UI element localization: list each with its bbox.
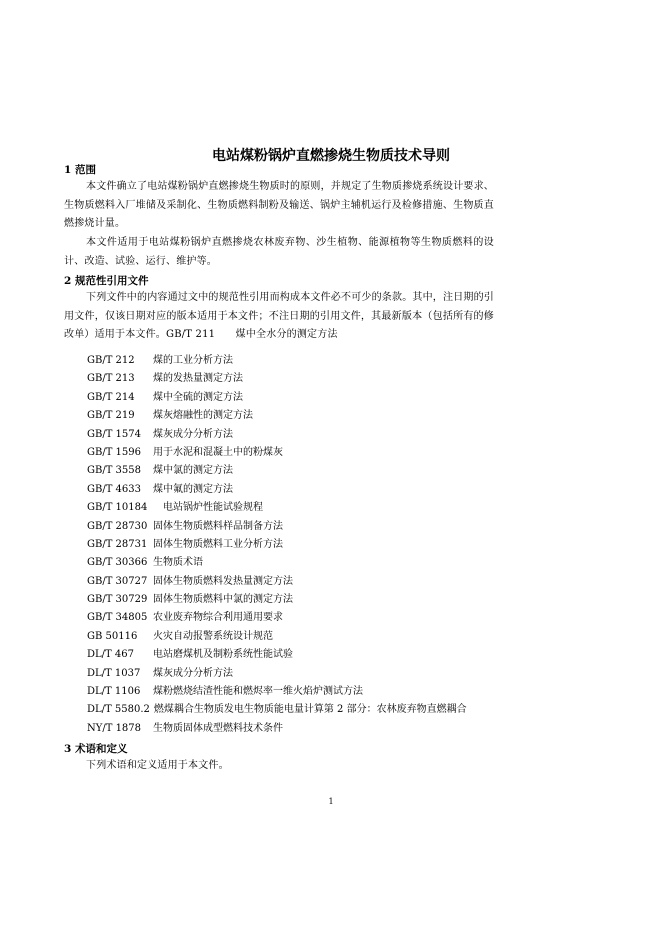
section-2-paragraph-1: 下列文件中的内容通过文中的规范性引用而构成本文件必不可少的条款。其中，注日期的引用文件，仅该日期对应的版本适用于本文件；不注日期的引用文件，其最新版本（包括所有的修改单）适用于本文件。GB/T 211 煤中全水分的测定方法 [64,292,494,340]
reference-code: GB/T 10184 [87,502,148,514]
section-2-heading: 2 规范性引用文件 [64,275,149,287]
reference-item [87,720,467,738]
reference-item [87,701,467,719]
reference-name: 电站锅炉性能试验规程 [163,502,263,514]
reference-name: 煤的工业分析方法 [153,355,233,366]
reference-name: 煤的发热量测定方法 [153,373,243,385]
reference-code: DL/T 467 [87,649,134,661]
reference-code: GB/T 30729 [87,594,148,606]
reference-code: GB/T 1596 [87,446,142,458]
reference-code: GB/T 34805 [87,612,148,624]
reference-item [87,444,467,462]
reference-item [87,370,467,388]
reference-item [87,628,467,646]
reference-code: DL/T 5580.2 [87,704,150,716]
reference-name: 煤灰成分分析方法 [153,428,233,440]
page-number: 1 [328,797,334,806]
reference-name: 煤中氯的测定方法 [153,465,233,477]
reference-name: 火灾自动报警系统设计规范 [153,630,273,642]
reference-name: 生物质术语 [153,557,203,569]
reference-name: 固体生物质燃料样品制备方法 [153,520,283,532]
reference-code: GB/T 219 [87,410,135,422]
reference-code: GB/T 212 [87,355,135,366]
reference-item [87,499,467,517]
reference-name: 农业废弃物综合利用通用要求 [153,612,283,624]
reference-code: GB/T 3558 [87,465,142,477]
section-3-paragraph-1: 下列术语和定义适用于本文件。 [86,760,229,771]
reference-code: GB/T 4633 [87,483,142,495]
reference-name: 固体生物质燃料中氯的测定方法 [153,594,293,606]
section-1-paragraph-1: 本文件确立了电站煤粉锅炉直燃掺烧生物质时的原则，并规定了生物质掺烧系统设计要求、生物质燃料入厂堆储及采制化、生物质燃料制粉及输送、锅炉主辅机运行及检修措施、生物质直燃掺烧计量。 [64,181,494,229]
reference-name: 煤灰熔融性的测定方法 [153,410,253,422]
section-3-heading: 3 术语和定义 [64,743,128,755]
reference-item [87,518,467,536]
reference-code: DL/T 1106 [87,686,141,698]
reference-item [87,646,467,664]
reference-item [87,481,467,499]
reference-code: GB/T 28730 [87,520,148,532]
reference-code: DL/T 1037 [87,667,141,679]
document-title: 电站煤粉锅炉直燃掺烧生物质技术导则 [212,148,450,164]
reference-item [87,389,467,407]
reference-item [87,536,467,554]
reference-name: 燃煤耦合生物质发电生物质能电量计算第 2 部分：农林废弃物直燃耦合 [153,704,467,716]
reference-item [87,462,467,480]
reference-code: GB/T 1574 [87,428,142,440]
reference-item [87,591,467,609]
reference-item [87,554,467,572]
reference-item [87,352,467,370]
section-1-paragraph-2: 本文件适用于电站煤粉锅炉直燃掺烧农林废弃物、沙生植物、能源植物等生物质燃料的设计、改造、试验、运行、维护等。 [64,237,494,267]
reference-code: GB 50116 [87,630,138,642]
reference-name: 煤中全硫的测定方法 [153,391,243,403]
reference-code: GB/T 28731 [87,538,148,550]
reference-name: 固体生物质燃料工业分析方法 [153,538,283,550]
reference-item [87,407,467,425]
reference-code: GB/T 214 [87,391,135,403]
reference-item [87,426,467,444]
reference-name: 煤中氟的测定方法 [153,483,233,495]
reference-item [87,573,467,591]
reference-code: GB/T 30366 [87,557,148,569]
reference-name: 电站磨煤机及制粉系统性能试验 [153,649,293,661]
reference-code: GB/T 213 [87,373,135,385]
reference-item [87,665,467,683]
reference-name: 煤灰成分分析方法 [153,667,233,679]
reference-name: 生物质固体成型燃料技术条件 [153,722,283,734]
reference-code: GB/T 30727 [87,575,148,587]
reference-name: 煤粉燃烧结渣性能和燃烬率一维火焰炉测试方法 [153,686,363,698]
section-1-heading: 1 范围 [64,164,96,176]
reference-code: NY/T 1878 [87,722,142,734]
reference-list [87,352,467,738]
reference-name: 用于水泥和混凝土中的粉煤灰 [153,446,283,458]
reference-item [87,683,467,701]
reference-name: 固体生物质燃料发热量测定方法 [153,575,293,587]
reference-item [87,609,467,627]
